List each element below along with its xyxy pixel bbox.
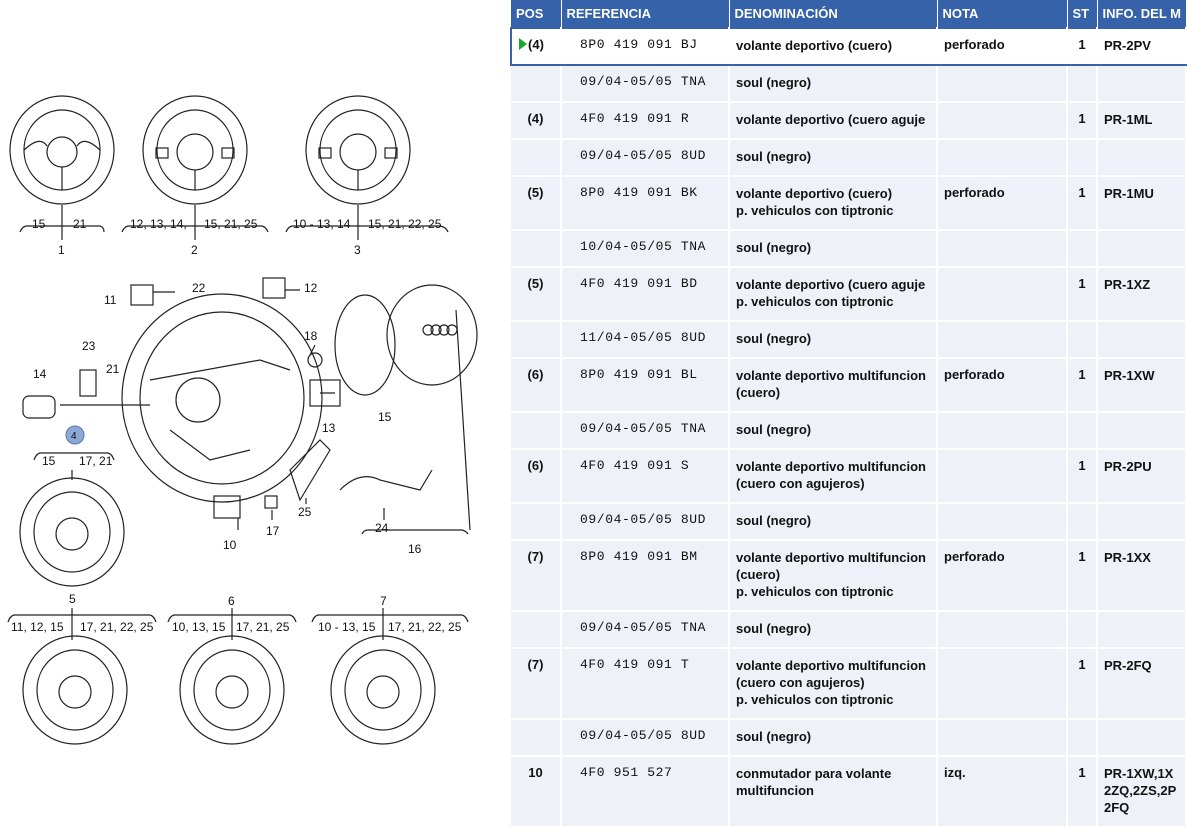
cell-nota xyxy=(937,321,1067,358)
label: 17, 21, 25 xyxy=(236,620,290,634)
selected-row-arrow-icon xyxy=(519,38,527,50)
cell-denominacion: volante deportivo multifuncion (cuero con agujeros) xyxy=(729,449,937,503)
cell-info: PR-1XZ xyxy=(1097,267,1186,321)
cell-pos xyxy=(511,412,561,449)
cell-referencia: 4F0 419 091 BD xyxy=(561,267,729,321)
label: 6 xyxy=(228,594,235,608)
wheel-variant-7[interactable] xyxy=(331,636,435,744)
table-row[interactable] xyxy=(511,719,1186,756)
cell-denominacion: soul (negro) xyxy=(729,139,937,176)
table-row[interactable] xyxy=(511,540,1186,611)
col-nota-header[interactable]: NOTA xyxy=(937,0,1067,28)
cell-pos xyxy=(511,611,561,648)
table-row[interactable] xyxy=(511,102,1186,139)
cell-pos xyxy=(511,230,561,267)
cell-st xyxy=(1067,412,1097,449)
part-10[interactable] xyxy=(214,496,240,518)
cell-denominacion: volante deportivo multifuncion (cuero) p. vehiculos con tiptronic xyxy=(729,540,937,611)
cell-referencia: 4F0 951 527 xyxy=(561,756,729,827)
cell-referencia: 4F0 419 091 R xyxy=(561,102,729,139)
cell-st xyxy=(1067,503,1097,540)
cell-st xyxy=(1067,321,1097,358)
cell-st: 1 xyxy=(1067,540,1097,611)
label: 3 xyxy=(354,243,361,257)
part-25[interactable] xyxy=(290,440,330,500)
cell-denominacion: volante deportivo (cuero aguje xyxy=(729,102,937,139)
table-row[interactable] xyxy=(511,648,1186,719)
cell-nota: izq. xyxy=(937,756,1067,827)
table-row[interactable] xyxy=(511,321,1186,358)
label: 23 xyxy=(82,339,96,353)
cell-nota xyxy=(937,503,1067,540)
label: 15, 21, 22, 25 xyxy=(368,217,442,231)
cell-denominacion: volante deportivo (cuero) xyxy=(729,28,937,65)
table-row[interactable] xyxy=(511,230,1186,267)
cell-info xyxy=(1097,321,1186,358)
cell-info xyxy=(1097,230,1186,267)
cell-st xyxy=(1067,719,1097,756)
position-4-label: 4 xyxy=(71,431,77,442)
col-referencia-header[interactable]: REFERENCIA xyxy=(561,0,729,28)
cell-referencia: 09/04-05/05 TNA xyxy=(561,65,729,102)
cell-nota: perforado xyxy=(937,540,1067,611)
cell-denominacion: volante deportivo (cuero aguje p. vehiculos con tiptronic xyxy=(729,267,937,321)
cell-denominacion: soul (negro) xyxy=(729,65,937,102)
cell-pos xyxy=(511,321,561,358)
cell-pos: 10 xyxy=(511,756,561,827)
label: 10 xyxy=(223,538,237,552)
cell-info: PR-1ML xyxy=(1097,102,1186,139)
cell-denominacion: soul (negro) xyxy=(729,412,937,449)
cell-pos: (6) xyxy=(511,358,561,412)
cell-st xyxy=(1067,611,1097,648)
part-12[interactable] xyxy=(263,278,285,298)
table-row[interactable] xyxy=(511,65,1186,102)
cell-nota: perforado xyxy=(937,28,1067,65)
table-row[interactable] xyxy=(511,449,1186,503)
label: 7 xyxy=(380,594,387,608)
label: 5 xyxy=(69,592,76,606)
label: 25 xyxy=(298,505,312,519)
cell-info: PR-2PU xyxy=(1097,449,1186,503)
cell-pos: (4) xyxy=(511,28,561,65)
cell-pos: (4) xyxy=(511,102,561,139)
table-row[interactable] xyxy=(511,176,1186,230)
part-17[interactable] xyxy=(265,496,277,508)
cell-pos: (7) xyxy=(511,540,561,611)
cell-referencia: 09/04-05/05 TNA xyxy=(561,611,729,648)
cell-info: PR-1XW,1X 2ZQ,2ZS,2P 2FQ xyxy=(1097,756,1186,827)
wheel-variant-4[interactable] xyxy=(20,470,124,586)
cell-st: 1 xyxy=(1067,756,1097,827)
cell-denominacion: volante deportivo multifuncion (cuero con agujeros) p. vehiculos con tiptronic xyxy=(729,648,937,719)
cell-st: 1 xyxy=(1067,267,1097,321)
cell-denominacion: soul (negro) xyxy=(729,321,937,358)
cell-referencia: 4F0 419 091 T xyxy=(561,648,729,719)
cell-info xyxy=(1097,412,1186,449)
cell-info: PR-1MU xyxy=(1097,176,1186,230)
label: 15 xyxy=(32,217,46,231)
wheel-variant-1[interactable] xyxy=(10,96,114,204)
cell-st: 1 xyxy=(1067,102,1097,139)
cell-nota xyxy=(937,648,1067,719)
cell-referencia: 8P0 419 091 BL xyxy=(561,358,729,412)
cell-pos xyxy=(511,719,561,756)
cell-info xyxy=(1097,65,1186,102)
cell-nota xyxy=(937,102,1067,139)
part-23[interactable] xyxy=(80,370,96,396)
wheel-variant-6[interactable] xyxy=(180,636,284,744)
table-row[interactable] xyxy=(511,412,1186,449)
cell-st: 1 xyxy=(1067,176,1097,230)
cell-denominacion: soul (negro) xyxy=(729,230,937,267)
cell-pos: (5) xyxy=(511,267,561,321)
wheel-variant-3[interactable] xyxy=(306,96,410,204)
cell-nota xyxy=(937,230,1067,267)
cell-nota: perforado xyxy=(937,176,1067,230)
parts-table xyxy=(510,0,1187,828)
cell-pos xyxy=(511,139,561,176)
table-row[interactable] xyxy=(511,756,1186,827)
cell-info xyxy=(1097,719,1186,756)
label: 15 xyxy=(42,454,56,468)
cell-pos: (5) xyxy=(511,176,561,230)
label: 10 - 13, 15 xyxy=(318,620,376,634)
cell-st: 1 xyxy=(1067,28,1097,65)
cell-info xyxy=(1097,611,1186,648)
parts-diagram xyxy=(0,0,505,763)
label: 14 xyxy=(33,367,47,381)
label: 11, 12, 15 xyxy=(11,620,64,634)
cell-nota xyxy=(937,65,1067,102)
cell-referencia: 8P0 419 091 BM xyxy=(561,540,729,611)
table-row[interactable] xyxy=(511,503,1186,540)
table-body xyxy=(511,28,1186,827)
wheel-variant-2[interactable] xyxy=(143,96,247,204)
label: 16 xyxy=(408,542,422,556)
label: 17, 21 xyxy=(79,454,113,468)
label: 13 xyxy=(322,421,336,435)
cell-denominacion: volante deportivo multifuncion (cuero) xyxy=(729,358,937,412)
cell-referencia: 8P0 419 091 BK xyxy=(561,176,729,230)
cell-info: PR-2PV xyxy=(1097,28,1186,65)
wheel-variant-5[interactable] xyxy=(23,636,127,744)
cell-referencia: 8P0 419 091 BJ xyxy=(561,28,729,65)
table-row[interactable] xyxy=(511,611,1186,648)
label: 17, 21, 22, 25 xyxy=(80,620,154,634)
label: 2 xyxy=(191,243,198,257)
cell-nota xyxy=(937,719,1067,756)
cell-st xyxy=(1067,65,1097,102)
cell-pos xyxy=(511,503,561,540)
label: 21 xyxy=(106,362,120,376)
cell-info: PR-1XX xyxy=(1097,540,1186,611)
label: 12 xyxy=(304,281,318,295)
table-row[interactable] xyxy=(511,28,1186,65)
cell-pos xyxy=(511,65,561,102)
cell-nota: perforado xyxy=(937,358,1067,412)
cell-st xyxy=(1067,139,1097,176)
label: 12, 13, 14, xyxy=(130,217,187,231)
part-14[interactable] xyxy=(23,396,55,418)
cell-info xyxy=(1097,139,1186,176)
label: 10, 13, 15 xyxy=(172,620,226,634)
table-row[interactable] xyxy=(511,139,1186,176)
cell-pos: (7) xyxy=(511,648,561,719)
cell-referencia: 09/04-05/05 8UD xyxy=(561,719,729,756)
cell-nota xyxy=(937,412,1067,449)
part-24[interactable] xyxy=(340,470,432,490)
label: 24 xyxy=(375,521,389,535)
cell-info xyxy=(1097,503,1186,540)
cell-st: 1 xyxy=(1067,648,1097,719)
label: 17 xyxy=(266,524,280,538)
cell-nota xyxy=(937,449,1067,503)
label: 22 xyxy=(192,281,206,295)
main-steering-wheel[interactable] xyxy=(122,294,322,502)
cell-st: 1 xyxy=(1067,449,1097,503)
cell-nota xyxy=(937,267,1067,321)
cell-denominacion: conmutador para volante multifuncion xyxy=(729,756,937,827)
cell-nota xyxy=(937,139,1067,176)
cell-denominacion: soul (negro) xyxy=(729,719,937,756)
label: 21 xyxy=(73,217,87,231)
label: 1 xyxy=(58,243,65,257)
table-row[interactable] xyxy=(511,358,1186,412)
cell-referencia: 09/04-05/05 8UD xyxy=(561,503,729,540)
parts-table-panel[interactable] xyxy=(510,0,1181,815)
label: 15, 21, 25 xyxy=(204,217,258,231)
col-denominacion-header[interactable]: DENOMINACIÓN xyxy=(729,0,937,28)
col-pos-header[interactable]: POS xyxy=(511,0,561,28)
airbag-unit[interactable] xyxy=(335,285,477,395)
exploded-view-drawing xyxy=(0,0,505,763)
cell-referencia: 09/04-05/05 TNA xyxy=(561,412,729,449)
cell-denominacion: volante deportivo (cuero) p. vehiculos con tiptronic xyxy=(729,176,937,230)
cell-info: PR-2FQ xyxy=(1097,648,1186,719)
cell-denominacion: soul (negro) xyxy=(729,503,937,540)
table-row[interactable] xyxy=(511,267,1186,321)
col-info-header[interactable]: INFO. DEL M xyxy=(1097,0,1186,28)
cell-info: PR-1XW xyxy=(1097,358,1186,412)
col-st-header[interactable]: ST xyxy=(1067,0,1097,28)
label: 15 xyxy=(378,410,392,424)
cell-pos: (6) xyxy=(511,449,561,503)
label: 17, 21, 22, 25 xyxy=(388,620,462,634)
cell-nota xyxy=(937,611,1067,648)
label: 10 - 13, 14 xyxy=(293,217,351,231)
label: 11 xyxy=(104,293,117,307)
cell-referencia: 11/04-05/05 8UD xyxy=(561,321,729,358)
cell-referencia: 09/04-05/05 8UD xyxy=(561,139,729,176)
cell-st: 1 xyxy=(1067,358,1097,412)
table-header xyxy=(511,0,1186,28)
cell-denominacion: soul (negro) xyxy=(729,611,937,648)
cell-referencia: 4F0 419 091 S xyxy=(561,449,729,503)
cell-st xyxy=(1067,230,1097,267)
cell-referencia: 10/04-05/05 TNA xyxy=(561,230,729,267)
label: 18 xyxy=(304,329,318,343)
part-11[interactable] xyxy=(131,285,153,305)
